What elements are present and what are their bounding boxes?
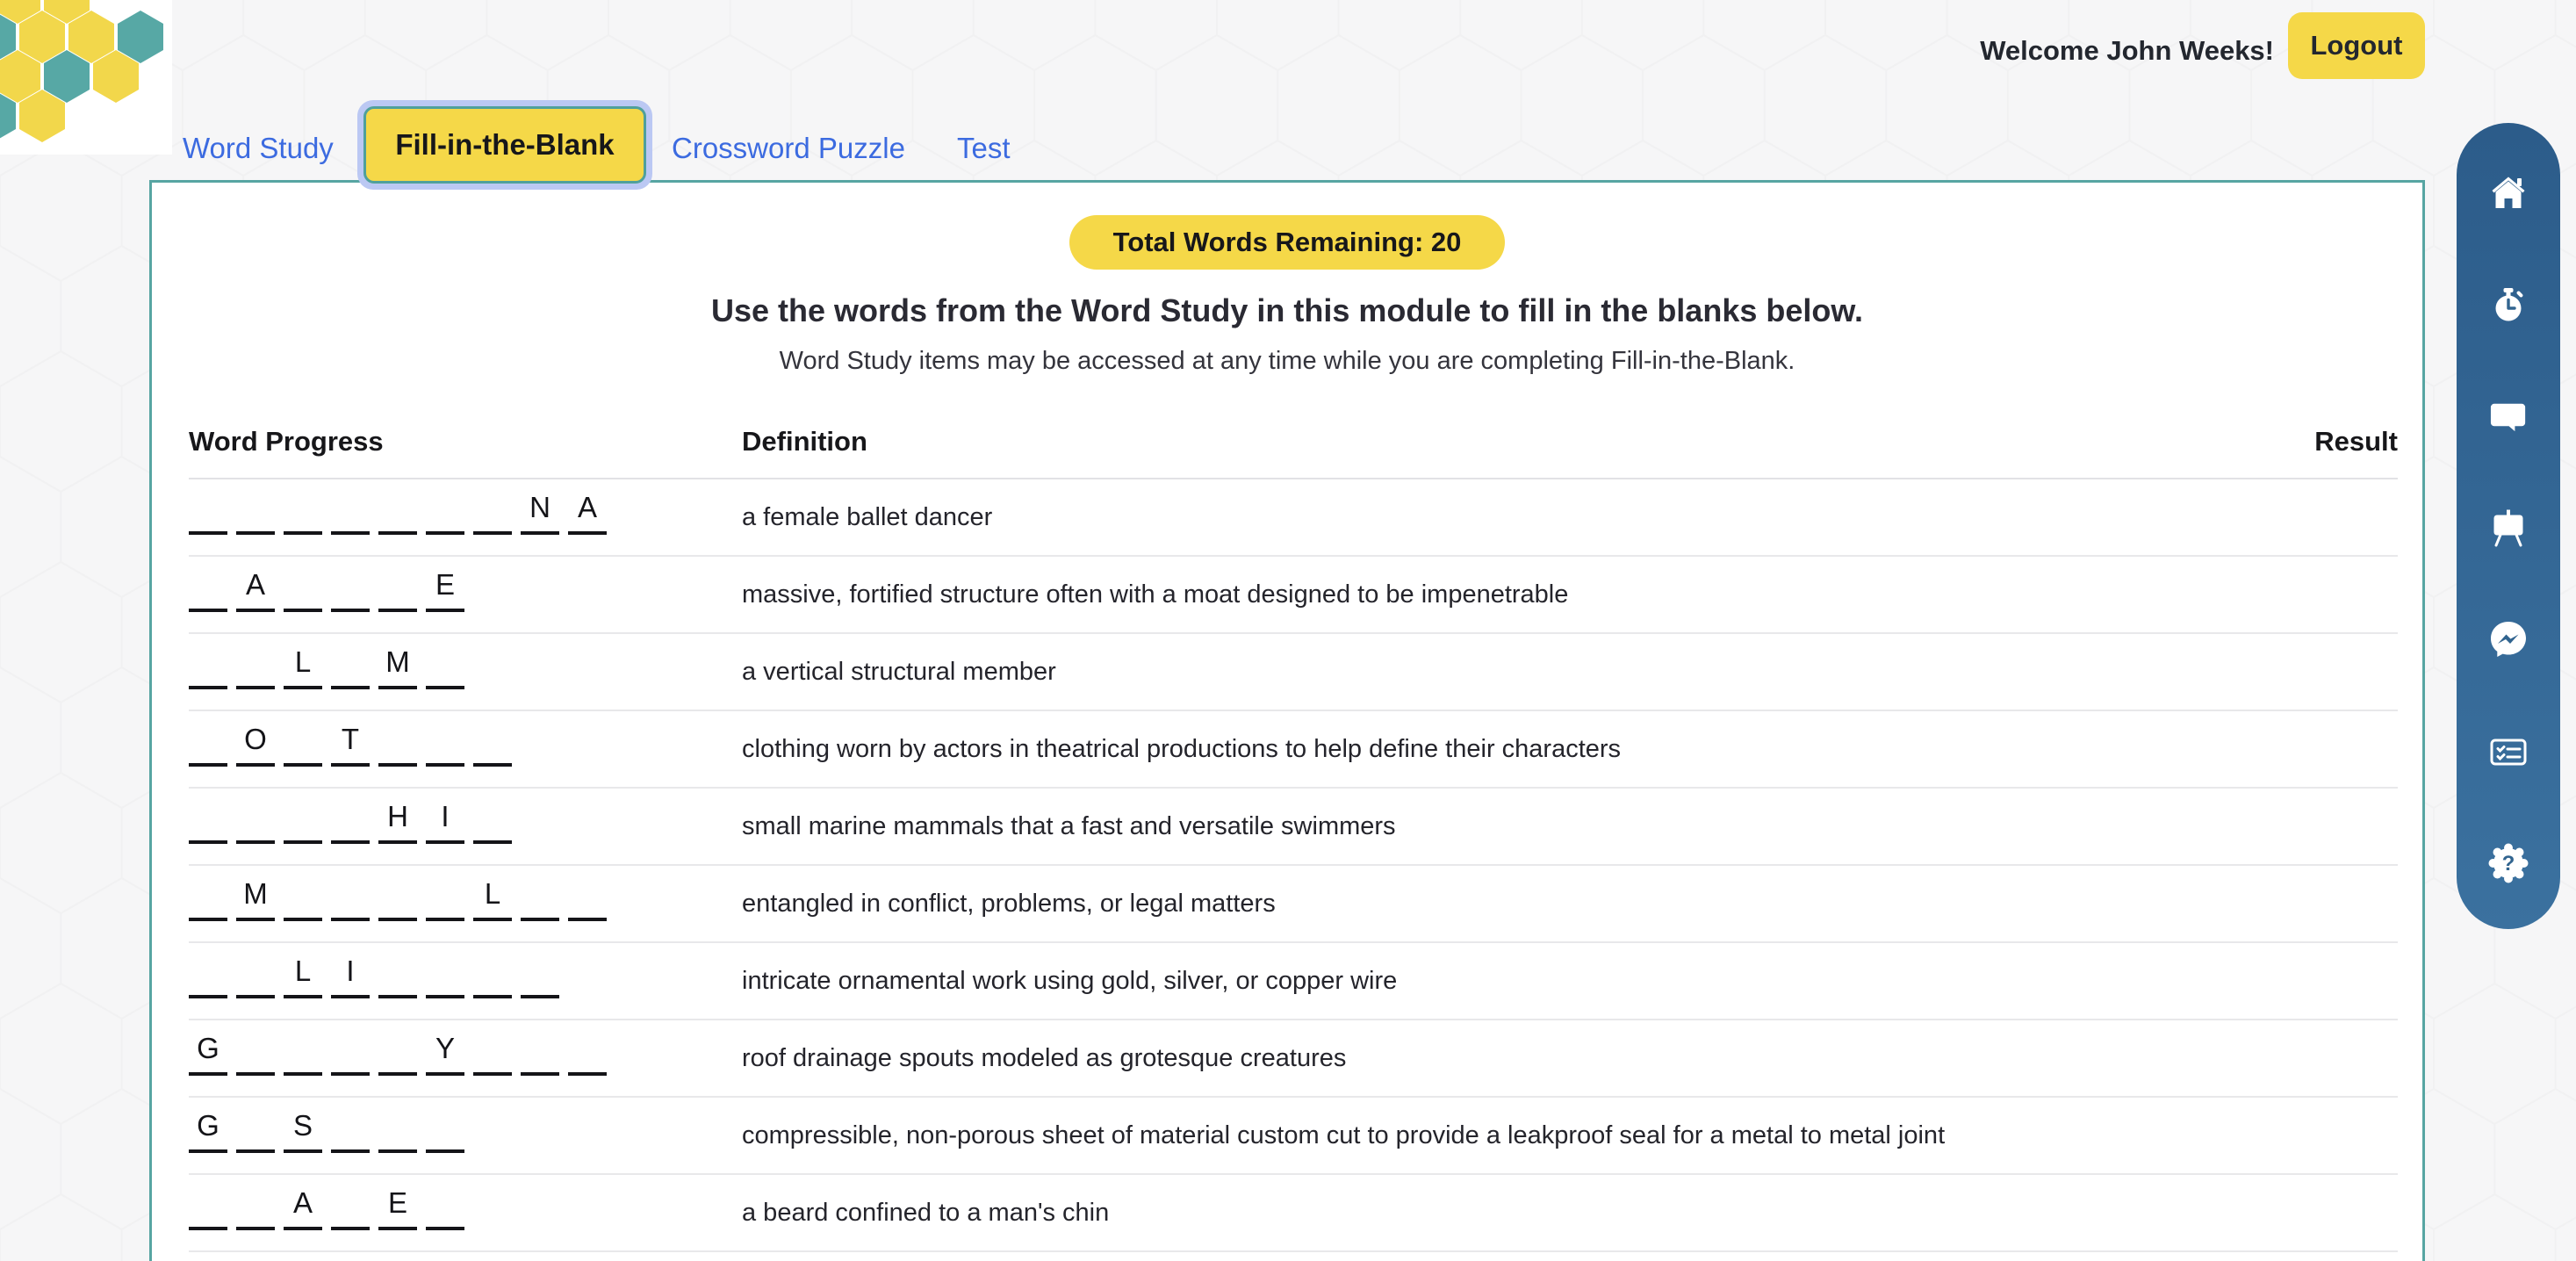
letter-slot [568, 1023, 607, 1076]
letter-slot [378, 1023, 417, 1076]
definition-cell: clothing worn by actors in theatrical productions to help define their characters [742, 734, 1622, 763]
tab-fill-in-the-blank-ring [357, 100, 652, 190]
letter-slot [236, 637, 275, 689]
table-row [189, 1175, 2398, 1252]
words-remaining-badge: Total Words Remaining: 20 [1069, 215, 1506, 270]
letter-slot: A [236, 559, 275, 612]
word-slots [189, 1098, 742, 1173]
letter-slot [331, 868, 370, 921]
letter-slot: L [284, 946, 322, 998]
letter-slot [189, 482, 227, 535]
letter-slot [284, 791, 322, 844]
letter-slot: I [426, 791, 464, 844]
logout-button[interactable]: Logout [2288, 12, 2425, 79]
letter-slot: O [236, 714, 275, 767]
table-row [189, 711, 2398, 789]
letter-slot [189, 868, 227, 921]
word-slots [189, 943, 742, 1019]
timer-icon[interactable] [2488, 284, 2529, 324]
letter-slot [331, 1100, 370, 1153]
table-header-row [189, 406, 2398, 479]
letter-slot [378, 868, 417, 921]
letter-slot [284, 482, 322, 535]
honeycomb-logo [0, 0, 176, 158]
letter-slot [426, 482, 464, 535]
instructions-heading: Use the words from the Word Study in this module to fill in the blanks below. [710, 292, 1864, 328]
tab-fill-in-the-blank[interactable]: Fill-in-the-Blank [363, 106, 646, 184]
letter-slot [426, 868, 464, 921]
letter-slot [426, 946, 464, 998]
table-row [189, 479, 2398, 557]
chat-icon[interactable] [2488, 396, 2529, 436]
letter-slot [284, 868, 322, 921]
definition-cell: a vertical structural member [742, 657, 1056, 686]
definition-cell: compressible, non-porous sheet of material custom cut to provide a leakproof seal for a metal to metal joint [742, 1120, 1946, 1149]
definition-cell: roof drainage spouts modeled as grotesque creatures [742, 1043, 1347, 1072]
sidebar-icon-rail [2457, 123, 2560, 929]
letter-slot [236, 946, 275, 998]
instructions-subheading: Word Study items may be accessed at any time while you are completing Fill-in-the-Blank. [779, 347, 1795, 375]
letter-slot: A [568, 482, 607, 535]
word-slots [189, 789, 742, 864]
letter-slot [189, 1178, 227, 1230]
letter-slot: L [473, 868, 512, 921]
letter-slot [236, 482, 275, 535]
letter-slot [331, 1178, 370, 1230]
letter-slot [521, 1023, 559, 1076]
tab-test[interactable]: Test [957, 132, 1011, 164]
definition-cell: small marine mammals that a fast and versatile swimmers [742, 811, 1396, 840]
help-icon[interactable] [2488, 843, 2529, 883]
home-icon[interactable] [2488, 172, 2529, 213]
letter-slot: G [189, 1100, 227, 1153]
table-row [189, 1020, 2398, 1098]
word-slots [189, 866, 742, 941]
welcome-message: Welcome John Weeks! [1980, 35, 2274, 66]
table-row [189, 557, 2398, 634]
table-row [189, 943, 2398, 1020]
word-slots [189, 711, 742, 787]
letter-slot: I [331, 946, 370, 998]
letter-slot [189, 559, 227, 612]
word-slots [189, 1020, 742, 1096]
letter-slot [189, 714, 227, 767]
letter-slot: T [331, 714, 370, 767]
svg-text:?: ? [2501, 851, 2515, 875]
word-slots [189, 1175, 742, 1250]
definition-cell: a female ballet dancer [742, 502, 993, 531]
table-row [189, 1098, 2398, 1175]
letter-slot [426, 1178, 464, 1230]
definition-cell: intricate ornamental work using gold, silver, or copper wire [742, 966, 1398, 995]
letter-slot: H [378, 791, 417, 844]
letter-slot [521, 946, 559, 998]
letter-slot: S [284, 1100, 322, 1153]
letter-slot [331, 791, 370, 844]
letter-slot: Y [426, 1023, 464, 1076]
letter-slot [284, 1023, 322, 1076]
letter-slot [284, 559, 322, 612]
word-slots [189, 479, 742, 555]
letter-slot [521, 868, 559, 921]
fill-blank-table [189, 406, 2398, 1252]
table-row [189, 866, 2398, 943]
letter-slot [331, 637, 370, 689]
messenger-icon[interactable] [2488, 619, 2529, 659]
letter-slot [426, 1100, 464, 1153]
letter-slot: M [378, 637, 417, 689]
column-header-result: Result [2314, 426, 2398, 457]
definition-cell: entangled in conflict, problems, or legal matters [742, 889, 1276, 918]
presentation-icon[interactable] [2488, 508, 2529, 548]
letter-slot: E [426, 559, 464, 612]
tab-crossword-puzzle[interactable]: Crossword Puzzle [672, 132, 905, 164]
letter-slot [568, 868, 607, 921]
letter-slot [189, 946, 227, 998]
letter-slot [189, 637, 227, 689]
letter-slot [331, 559, 370, 612]
checklist-icon[interactable] [2488, 731, 2529, 772]
letter-slot [378, 482, 417, 535]
letter-slot: M [236, 868, 275, 921]
letter-slot [378, 559, 417, 612]
letter-slot [331, 1023, 370, 1076]
word-slots [189, 634, 742, 710]
letter-slot: E [378, 1178, 417, 1230]
word-slots [189, 557, 742, 632]
letter-slot [473, 1023, 512, 1076]
letter-slot [331, 482, 370, 535]
column-header-definition: Definition [742, 426, 867, 457]
letter-slot [473, 714, 512, 767]
letter-slot [378, 946, 417, 998]
table-body [189, 479, 2398, 1252]
letter-slot [378, 1100, 417, 1153]
column-header-word-progress: Word Progress [189, 426, 384, 457]
definition-cell: massive, fortified structure often with a moat designed to be impenetrable [742, 580, 1569, 609]
letter-slot [473, 946, 512, 998]
letter-slot [378, 714, 417, 767]
letter-slot [236, 1100, 275, 1153]
letter-slot: A [284, 1178, 322, 1230]
table-row [189, 789, 2398, 866]
letter-slot [284, 714, 322, 767]
letter-slot [236, 1023, 275, 1076]
definition-cell: a beard confined to a man's chin [742, 1198, 1110, 1227]
letter-slot [189, 791, 227, 844]
tab-word-study[interactable]: Word Study [183, 132, 334, 164]
letter-slot [236, 791, 275, 844]
letter-slot [426, 714, 464, 767]
letter-slot: G [189, 1023, 227, 1076]
letter-slot [473, 482, 512, 535]
fill-in-the-blank-panel [149, 180, 2425, 1261]
letter-slot [473, 791, 512, 844]
letter-slot: N [521, 482, 559, 535]
letter-slot [236, 1178, 275, 1230]
table-row [189, 634, 2398, 711]
letter-slot: L [284, 637, 322, 689]
letter-slot [426, 637, 464, 689]
